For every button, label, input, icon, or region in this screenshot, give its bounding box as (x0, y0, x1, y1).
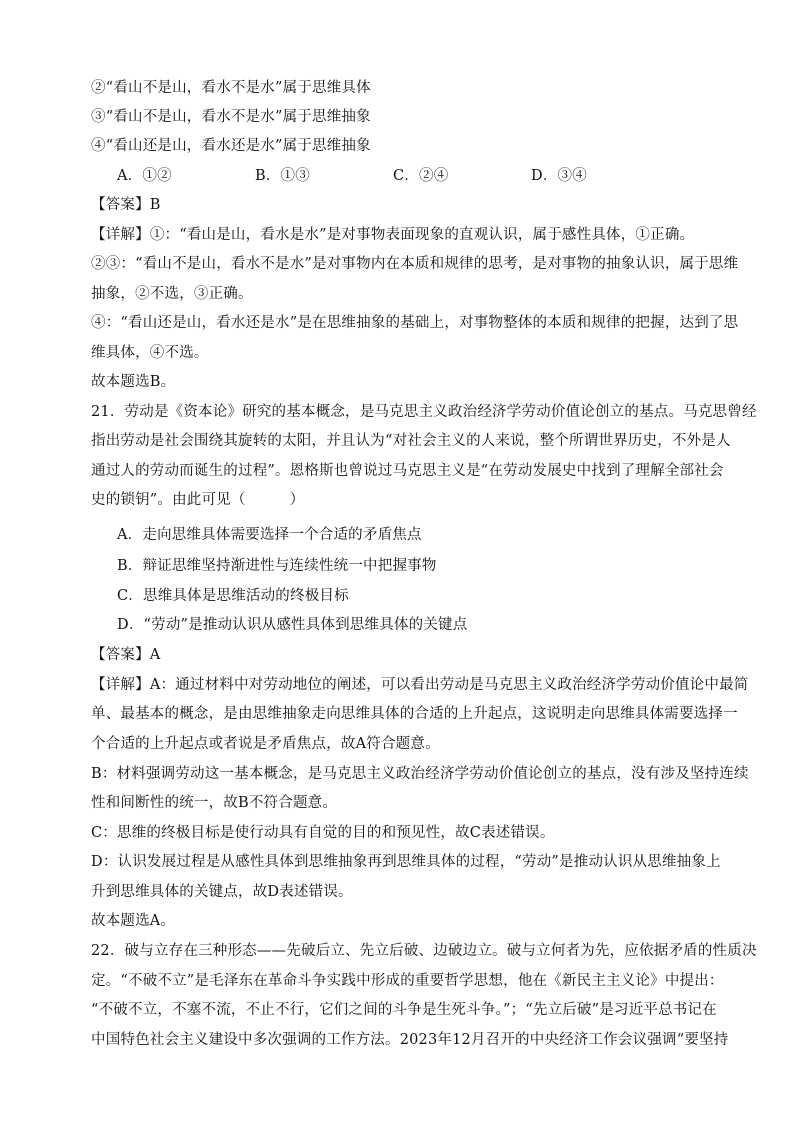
q20-option-d: D．③④ (531, 168, 587, 184)
q21-detail-line-4: B：材料强调劳动这一基本概念，是马克思主义政治经济学劳动价值论创立的基点，没有涉及坚持连续 (91, 766, 749, 782)
q20-detail-line-2: ②③：“看山不是山，看水不是水”是对事物内在本质和规律的思考，是对事物的抽象认识，属于思维 (91, 256, 739, 272)
q22-stem-line-4: 中国特色社会主义建设中多次强调的工作方法。2023年12月召开的中央经济工作会议强调“要坚持 (91, 1032, 729, 1048)
q20-statement-2: ②“看山不是山，看水不是水”属于思维具体 (91, 80, 371, 96)
q21-detail-line-6: C：思维的终极目标是使行动具有自觉的目的和预见性，故C表述错误。 (91, 825, 555, 841)
q20-option-b: B．①③ (255, 168, 310, 184)
q21-detail-line-7: D：认识发展过程是从感性具体到思维抽象再到思维具体的过程，“劳动”是推动认识从思维抽象上 (91, 854, 721, 870)
q20-statement-3: ③“看山不是山，看水不是水”属于思维抽象 (91, 109, 371, 125)
q20-statement-4: ④“看山还是山，看水还是水”属于思维抽象 (91, 138, 371, 154)
q21-detail-label: 【详解】 (91, 677, 150, 693)
q20-detail-line-4: ④：“看山还是山，看水还是水”是在思维抽象的基础上，对事物整体的本质和规律的把握，达到了思 (91, 315, 739, 331)
q21-detail-line-3: 个合适的上升起点或者说是矛盾焦点，故A符合题意。 (91, 736, 440, 752)
q21-detail-line-8: 升到思维具体的关键点，故D表述错误。 (91, 884, 353, 900)
q20-option-c: C．②④ (393, 168, 449, 184)
q20-detail-line-3: 抽象，②不选，③正确。 (91, 286, 253, 302)
q21-detail-line-5: 性和间断性的统一，故B不符合题意。 (91, 795, 338, 811)
q21-stem-line-1: 21．劳动是《资本论》研究的基本概念，是马克思主义政治经济学劳动价值论创立的基点。马克思曾经 (91, 404, 757, 420)
q20-answer: 【答案】B (91, 197, 161, 213)
q22-stem-line-2: 定。“不破不立”是毛泽东在革命斗争实践中形成的重要哲学思想，他在《新民主主义论》中提出： (91, 973, 724, 989)
q21-detail-line-2: 单、最基本的概念，是由思维抽象走向思维具体的合适的上升起点，这说明走向思维具体需要选择一 (91, 706, 738, 722)
q20-options (117, 166, 717, 186)
q20-detail-line-1 (91, 225, 721, 245)
q21-option-b: B．辩证思维坚持渐进性与连续性统一中把握事物 (117, 558, 437, 574)
q20-conclusion: 故本题选B。 (91, 374, 176, 390)
q22-stem-line-3: “不破不立，不塞不流，不止不行，它们之间的斗争是生死斗争。”；“先立后破”是习近平总书记在 (91, 1002, 717, 1018)
q21-conclusion: 故本题选A。 (91, 913, 176, 929)
q21-option-c: C．思维具体是思维活动的终极目标 (117, 588, 349, 604)
q20-option-a: A．①② (117, 168, 172, 184)
q21-answer: 【答案】A (91, 647, 161, 663)
q20-detail-label: 【详解】 (91, 227, 150, 243)
q22-stem-line-1: 22．破与立存在三种形态——先破后立、先立后破、边破边立。破与立何者为先，应依据矛盾的性质决 (91, 943, 757, 959)
q20-detail-text-1: ①：“看山是山，看水是水”是对事物表面现象的直观认识，属于感性具体，①正确。 (149, 227, 695, 243)
q21-option-d: D．“劳动”是推动认识从感性具体到思维具体的关键点 (117, 617, 468, 633)
q21-stem-line-2: 指出劳动是社会围绕其旋转的太阳，并且认为“对社会主义的人来说，整个所谓世界历史，不外是人 (91, 433, 731, 449)
q21-stem-line-4: 史的锁钥”。由此可见（ ） (91, 492, 305, 508)
q21-detail-text-1: A：通过材料中对劳动地位的阐述，可以看出劳动是马克思主义政治经济学劳动价值论中最简 (149, 677, 749, 693)
q21-detail-line-1 (91, 675, 749, 695)
q21-option-a: A．走向思维具体需要选择一个合适的矛盾焦点 (117, 527, 422, 543)
q21-stem-line-3: 通过人的劳动而诞生的过程”。恩格斯也曾说过马克思主义是“在劳动发展史中找到了理解全部社会 (91, 463, 724, 479)
q20-detail-line-5: 维具体，④不选。 (91, 345, 209, 361)
